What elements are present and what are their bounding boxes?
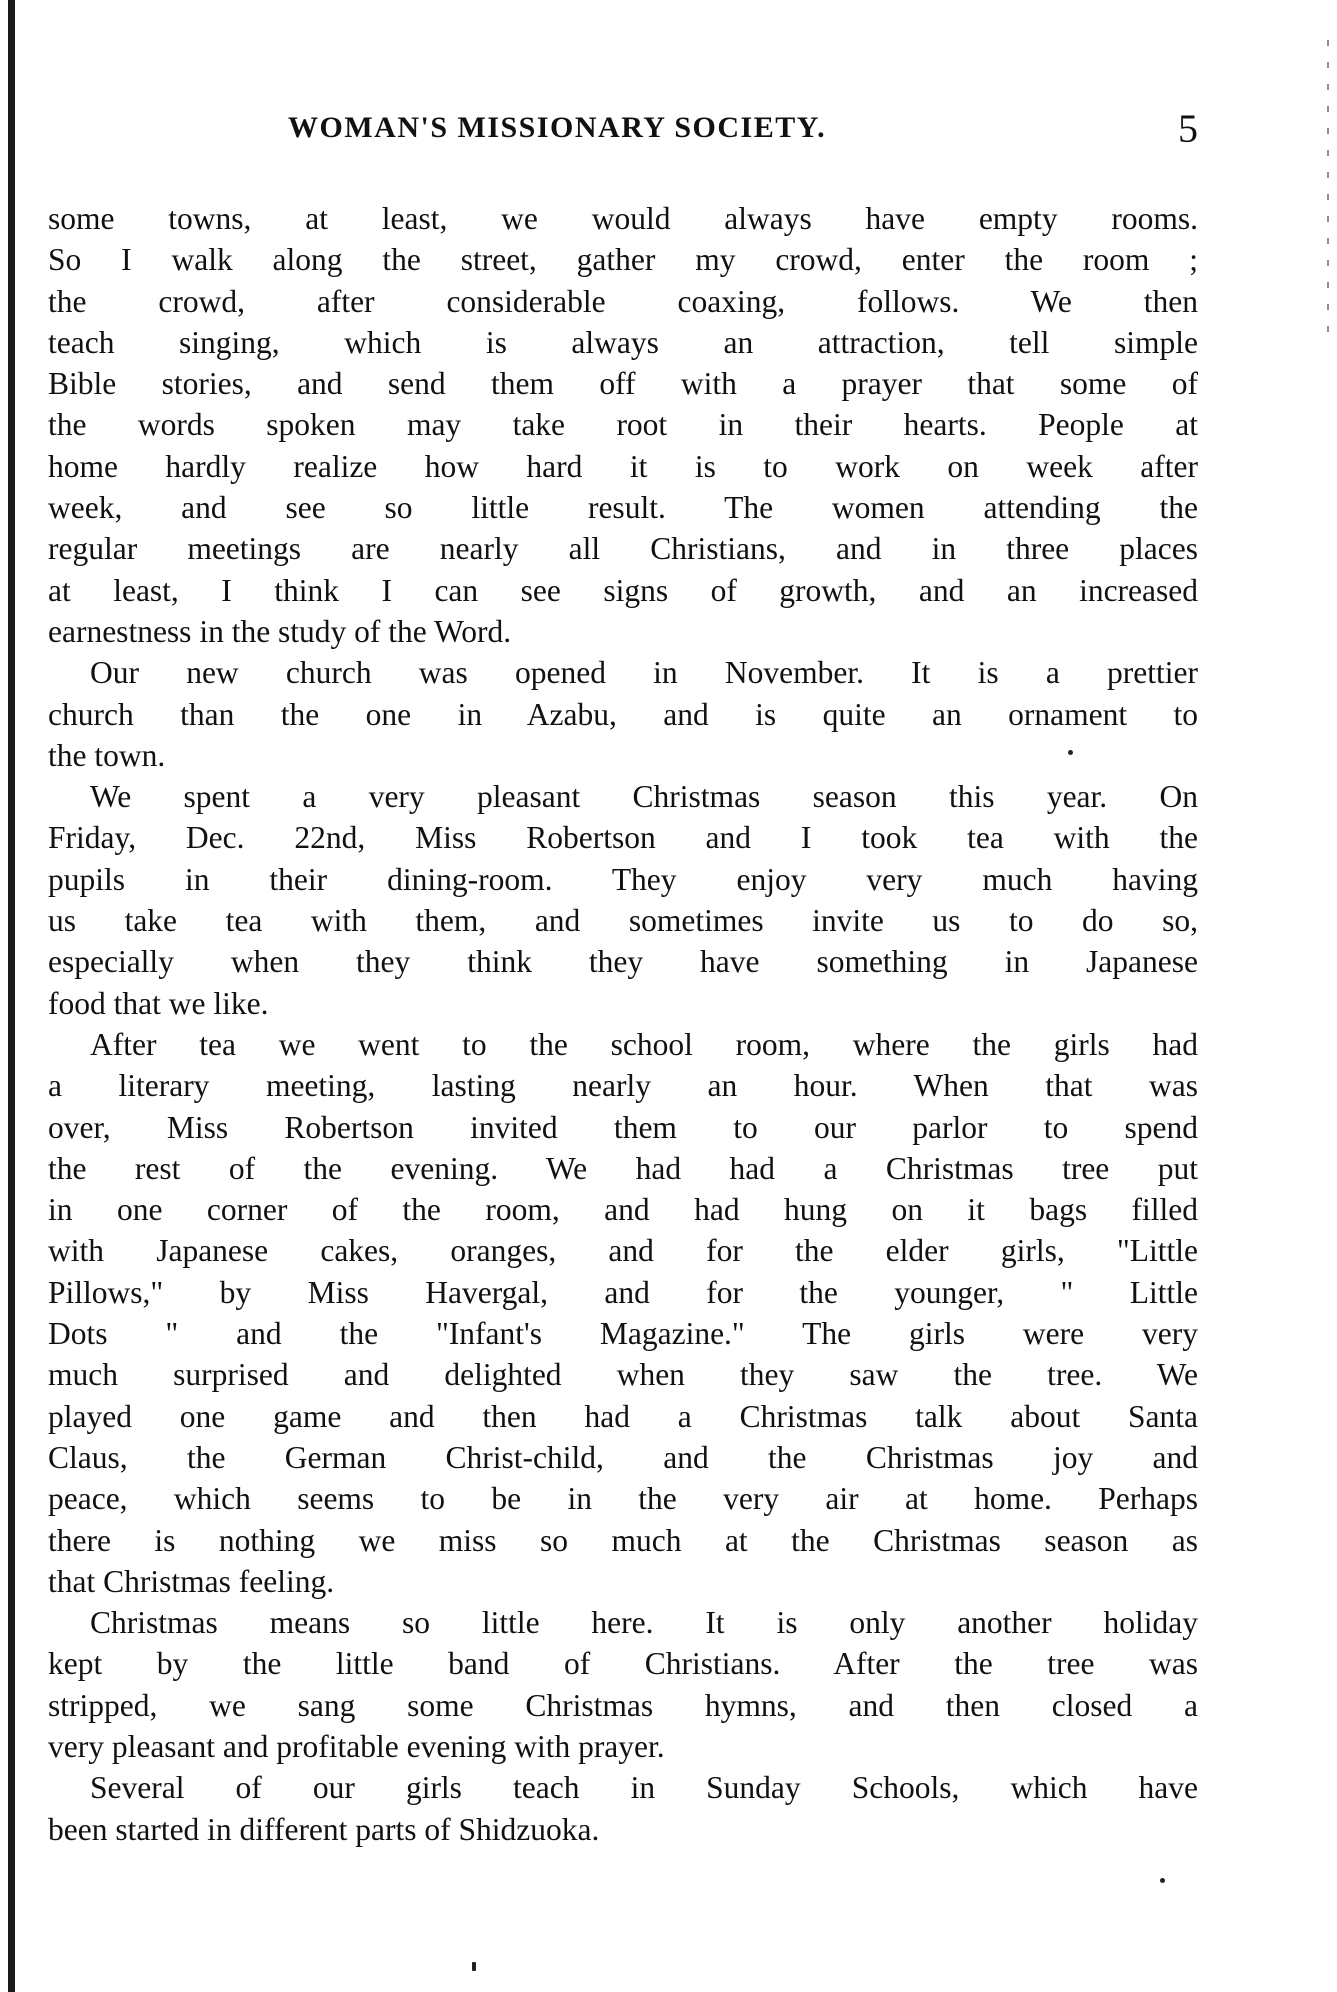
scan-binding-edge <box>8 0 15 1992</box>
paragraph <box>48 652 1198 776</box>
text-line: Several of our girls teach in Sunday Schools, which have <box>90 1770 1198 1806</box>
text-line: So I walk along the street, gather my crowd, enter the room ; <box>48 242 1198 278</box>
running-head: WOMAN'S MISSIONARY SOCIETY. <box>288 111 827 144</box>
text-line: kept by the little band of Christians. After the tree was <box>48 1646 1198 1682</box>
text-line: Our new church was opened in November. It is a prettier <box>90 655 1198 691</box>
text-line: We spent a very pleasant Christmas season this year. On <box>90 779 1198 815</box>
text-line: earnestness in the study of the Word. <box>48 613 512 649</box>
scan-right-edge <box>1327 40 1329 340</box>
text-line: in one corner of the room, and had hung on it bags filled <box>48 1192 1198 1228</box>
page-body <box>48 198 1198 1850</box>
text-line: home hardly realize how hard it is to work on week after <box>48 448 1198 484</box>
text-line: with Japanese cakes, oranges, and for the elder girls, "Little <box>48 1233 1198 1269</box>
text-line: that Christmas feeling. <box>48 1563 335 1599</box>
text-line: After tea we went to the school room, where the girls had <box>90 1026 1198 1062</box>
text-line: church than the one in Azabu, and is quite an ornament to <box>48 696 1198 732</box>
text-line: pupils in their dining-room. They enjoy very much having <box>48 861 1198 897</box>
text-line: Bible stories, and send them off with a prayer that some of <box>48 366 1198 402</box>
text-line: Claus, the German Christ-child, and the Christmas joy and <box>48 1439 1198 1475</box>
text-line: especially when they think they have something in Japanese <box>48 944 1198 980</box>
text-line: the crowd, after considerable coaxing, follows. We then <box>48 283 1198 319</box>
text-line: peace, which seems to be in the very air at home. Perhaps <box>48 1481 1198 1517</box>
print-speck <box>1160 1878 1165 1883</box>
text-line: some towns, at least, we would always have empty rooms. <box>48 201 1198 236</box>
text-line: a literary meeting, lasting nearly an hour. When that was <box>48 1068 1198 1104</box>
print-speck <box>1068 750 1073 755</box>
text-line: week, and see so little result. The women attending the <box>48 490 1198 526</box>
text-line: food that we like. <box>48 985 269 1021</box>
text-line: played one game and then had a Christmas talk about Santa <box>48 1398 1198 1434</box>
text-line: much surprised and delighted when they saw the tree. We <box>48 1357 1198 1393</box>
text-line: there is nothing we miss so much at the Christmas season as <box>48 1522 1198 1558</box>
paragraph <box>48 776 1198 1024</box>
text-line: the rest of the evening. We had had a Christmas tree put <box>48 1150 1198 1186</box>
text-line: very pleasant and profitable evening with prayer. <box>48 1728 665 1764</box>
text-line: us take tea with them, and sometimes invite us to do so, <box>48 903 1198 939</box>
page-header <box>48 105 1198 155</box>
print-speck <box>472 1962 476 1971</box>
paragraph <box>48 1602 1198 1767</box>
text-line: Friday, Dec. 22nd, Miss Robertson and I took tea with the <box>48 820 1198 856</box>
text-line: over, Miss Robertson invited them to our parlor to spend <box>48 1109 1198 1145</box>
text-line: teach singing, which is always an attraction, tell simple <box>48 324 1198 360</box>
text-line: the town. <box>48 737 166 773</box>
text-line: at least, I think I can see signs of growth, and an increased <box>48 572 1198 608</box>
text-line: the words spoken may take root in their hearts. People at <box>48 407 1198 443</box>
text-line: Pillows," by Miss Havergal, and for the younger, " Little <box>48 1274 1198 1310</box>
text-line: been started in different parts of Shidzuoka. <box>48 1811 600 1847</box>
text-line: Christmas means so little here. It is only another holiday <box>90 1605 1198 1641</box>
paragraph <box>48 1024 1198 1602</box>
text-line: Dots " and the "Infant's Magazine." The girls were very <box>48 1316 1198 1352</box>
paragraph <box>48 198 1198 652</box>
paragraph <box>48 1767 1198 1850</box>
text-line: stripped, we sang some Christmas hymns, and then closed a <box>48 1687 1198 1723</box>
text-line: regular meetings are nearly all Christians, and in three places <box>48 531 1198 567</box>
page-number: 5 <box>1178 106 1198 151</box>
